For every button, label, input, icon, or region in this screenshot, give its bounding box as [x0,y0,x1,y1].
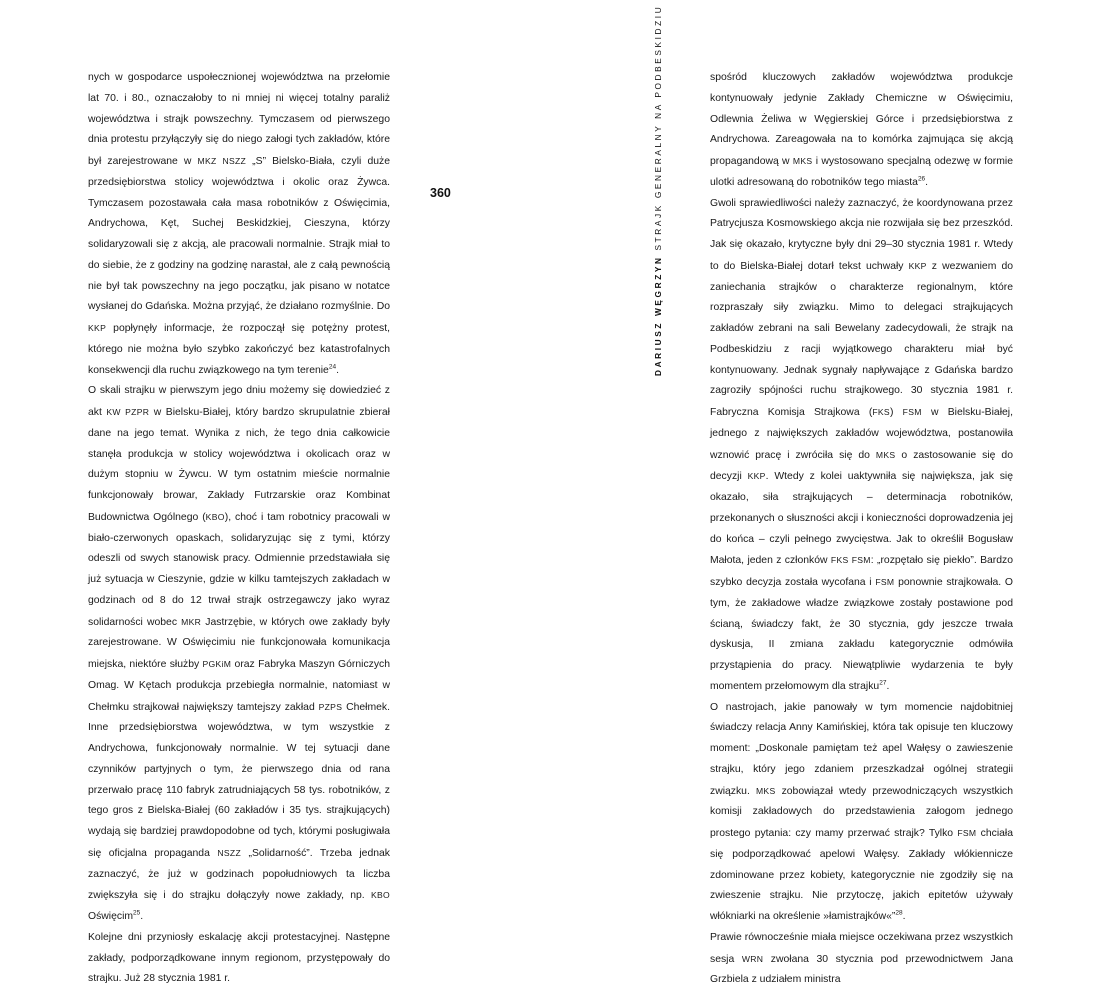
paragraph [710,194,1013,698]
text-run: . [336,364,339,376]
acronym: MKS [755,785,776,796]
paragraph [88,928,390,990]
text-run: „Solidarność”. Trzeba jednak zaznaczyć, że już w godzinach popołudniowych ta liczba zwiększyła się i do strajku dołączyły nowe zakłady, np. [88,847,390,902]
text-run: . Wtedy z kolei uaktywniła się największa, jak się okazało, siła strajkujących – determinacja robotników, przekonanych o słuszności akcji i konieczności doprowadzenia jej do końca – czyli pełnego zwycięstwa. Jak to określił Bogusław Małota, jeden z członków [710,471,1013,567]
page-number: 360 [430,186,451,200]
acronym: KKP [747,471,766,482]
running-head-title: STRAJK GENERALNY NA PODBESKIDZIU [653,4,663,251]
running-head [653,4,663,376]
acronym: PGKiM [202,659,232,669]
footnote-ref: 26 [917,175,926,183]
text-run: ) [889,407,903,418]
acronym: FSM [902,407,922,417]
text-run: chciała się podporządkować apelowi Wałęsy. Zakłady włókiennicze zdominowane przez kobiety, kategorycznie nie zgodziły się na zwieszenie strajku. Nie przytoczę, jakich epitetów używały włókniarki na określenie »łamistrajków«” [710,828,1013,922]
footnote-ref: 25 [133,909,141,917]
text-run: z wezwaniem do zaniechania strajków o charakterze regionalnym, które rozpraszały siły związku. Mimo to delegaci strajkujących zakładów zebrani na sali Bewelany zadecydowali, że strajk na Podbeskidziu z racji wyjątkowego charakteru miał być kontynuowany. Jednak sygnały napływające z Gdańska bardzo zagroziły spójności ruchu strajkowego. 30 stycznia 1981 r. Fabryczna Komisja Strajkowa ( [710,260,1013,418]
paragraph [88,68,390,381]
right-page-text [710,68,1013,991]
acronym: KBO [370,890,390,901]
paragraph [710,68,1013,194]
text-run: Jastrzębie, w których owe zakłady były zarejestrowane. W Oświęcimiu nie funkcjonowała komunikacja miejska, niektóre służby [88,616,390,670]
paragraph [710,698,1013,928]
acronym: FKS [872,407,890,417]
text-run: w Bielsku-Białej, jednego z największych zakładów województwa, postanowiła wznowić pracę i zwróciła się do [710,407,1013,461]
text-run: Prawie równocześnie miała miejsce oczekiwana przez wszystkich sesja [710,931,1013,965]
paragraph [710,928,1013,991]
text-run: w Bielsku-Białej, który bardzo skrupulatnie zbierał dane na jego temat. Wynika z nich, że tego dnia całkowicie stanęła produkcja w stolicy województwa i okolicach oraz w dużym stopniu w Żywcu. W tym ostatnim mieście normalnie funkcjonowały browar, Zakłady Futrzarskie oraz Kombinat Budownictwa Ogólnego ( [88,407,390,523]
text-run: zobowiązał wtedy przewodniczących wszystkich komisji zakładowych do przedstawienia załogom jednego prostego pytania: czy mamy przerwać strajk? Tylko [710,785,1013,839]
text-run: ponownie strajkowała. O tym, że zakładowe władze związkowe zostały postawione pod ścianą, świadczy fakt, że 30 stycznia, gdy jeszcze trwała dyskusja, II zmiana zakładu kategorycznie odmówiła przystąpienia do pracy. Niewątpliwie wydarzenia te były momentem przełomowym dla strajku [710,577,1013,692]
acronym: NSZZ [217,847,242,858]
text-run: nych w gospodarce uspołecznionej województwa na przełomie lat 70. i 80., oznaczałoby to ni mniej ni więcej totalny paraliż województwa i strajk powszechny. Tymczasem od pierwszego dnia protestu przyłączyły się do niego załogi tych zakładów, które był zarejestrowane w [88,72,390,167]
text-run: ), choć i tam robotnicy pracowali w biało-czerwonych opaskach, solidaryzując się z tymi, którzy odeszli od swych stanowisk pracy. Odmiennie przedstawiała się już sytuacja w Cieszynie, gdzie w kilku tamtejszych zakładach w godzinach od 8 do 12 trwał strajk ostrzegawczy jako wyraz solidarności wobec [88,511,390,628]
text-run: oraz Fabryka Maszyn Górniczych Omag. W Kętach produkcja przebiegła normalnie, natomiast w Chełmku strajkował największy tamtejszy zakład [88,659,391,713]
text-run: Chełmek. Inne przedsiębiorstwa województwa, w tym wszystkie z Andrychowa, funkcjonowały normalnie. W tej sytuacji dane czynników partyjnych o tym, że pierwszego dnia od rana przerwało pracę 110 fabryk zatrudniających 58 tys. robotników, z tego gros z Bielska-Białej (60 zakładów i 35 tys. strajkujących) wydają się bardziej prawdopodobne od tych, którymi posługiwała się oficjalna propaganda [88,701,390,859]
text-run: : „rozpętało się piekło”. Bardzo szybko decyzja została wycofana i [710,555,1013,588]
footnote-ref: 24 [328,363,337,371]
footnote-ref: 27 [879,679,887,687]
acronym: KW PZPR [106,407,150,417]
acronym: MKS [792,156,813,166]
text-run: O skali strajku w pierwszym jego dniu możemy się dowiedzieć z akt [88,385,390,418]
paragraph [88,381,390,928]
text-run: O nastrojach, jakie panowały w tym momencie najdobitniej świadczy relacja Anny Kamińskiej, która tak opisuje ten kluczowy moment: „Doskonale pamiętam też apel Wałęsy o zawieszenie strajku, który jego zdaniem przeszkadzał ogólnej strategii związku. [710,701,1013,797]
text-run: „S” Bielsko-Biała, czyli duże przedsiębiorstwa stolicy województwa i okolic oraz Żywca. Tymczasem pozostawała cała masa robotników z Oświęcimia, Andrychowa, Kęt, Suchej Beskidzkiej, Cieszyna, którzy solidaryzowali się z akcją, ale pracowali normalnie. Strajk miał to do siebie, że z godziny na godzinę narastał, ale z całą pewnością nie był tak powszechny na jego początku, jak pisano w notatce wysłanej do Gdańska. Można przyjąć, że działano rozmyślnie. Do [88,156,390,313]
text-run: Kolejne dni przyniosły eskalację akcji protestacyjnej. Następne zakłady, podporządkowane innym regionom, przystępowały do strajku. Już 28 stycznia 1981 r. [88,931,390,985]
text-run: spośród kluczowych zakładów województwa produkcje kontynuowały jedynie Zakłady Chemiczne w Oświęcimiu, Odlewnia Żeliwa w Węgierskiej Górce i przedsiębiorstwa z Andrychowa. Zareagowała na to komórka zajmująca się akcją propagandową w [710,72,1013,167]
acronym: KBO [205,511,225,522]
footnote-ref: 28 [895,909,903,917]
text-run: . [886,680,890,692]
text-run: Gwoli sprawiedliwości należy zaznaczyć, że koordynowana przez Patrycjusza Kosmowskiego akcja nie rozwijała się bez przeszkód. Jak się okazało, krytyczne były dni 29–30 stycznia 1981 r. Wtedy to do Bielska-Białej dotarł tekst uchwały [710,197,1013,272]
text-run: popłynęły informacje, że rozpoczął się potężny protest, którego nie można było szybko zakończyć bez katastrofalnych konsekwencji dla ruchu związkowego na tym terenie [88,323,390,376]
left-page-text [88,68,390,990]
acronym: MKR [181,616,202,627]
acronym: KKP [908,260,927,271]
acronym: MKS [875,449,896,460]
text-run: o zastosowanie się do decyzji [710,449,1013,483]
text-run: i wystosowano specjalną odezwę w formie ulotki adresowaną do robotników tego miasta [710,156,1014,188]
acronym: FSM [875,577,895,587]
text-run: . [902,911,906,922]
text-run: . [925,176,929,188]
text-run: Oświęcim [88,911,134,922]
acronym: MKZ NSZZ [197,156,247,166]
acronym: PZPS [318,701,343,712]
acronym: KKP [88,323,107,333]
text-run: zwołana 30 stycznia pod przewodnictwem Jana Grzbiela z udziałem ministra [710,953,1013,986]
text-run: . [140,911,144,922]
acronym: FKS FSM [830,555,871,566]
acronym: WRN [741,953,764,964]
acronym: FSM [957,828,977,838]
running-head-author: DARIUSZ WĘGRZYN [653,255,663,376]
